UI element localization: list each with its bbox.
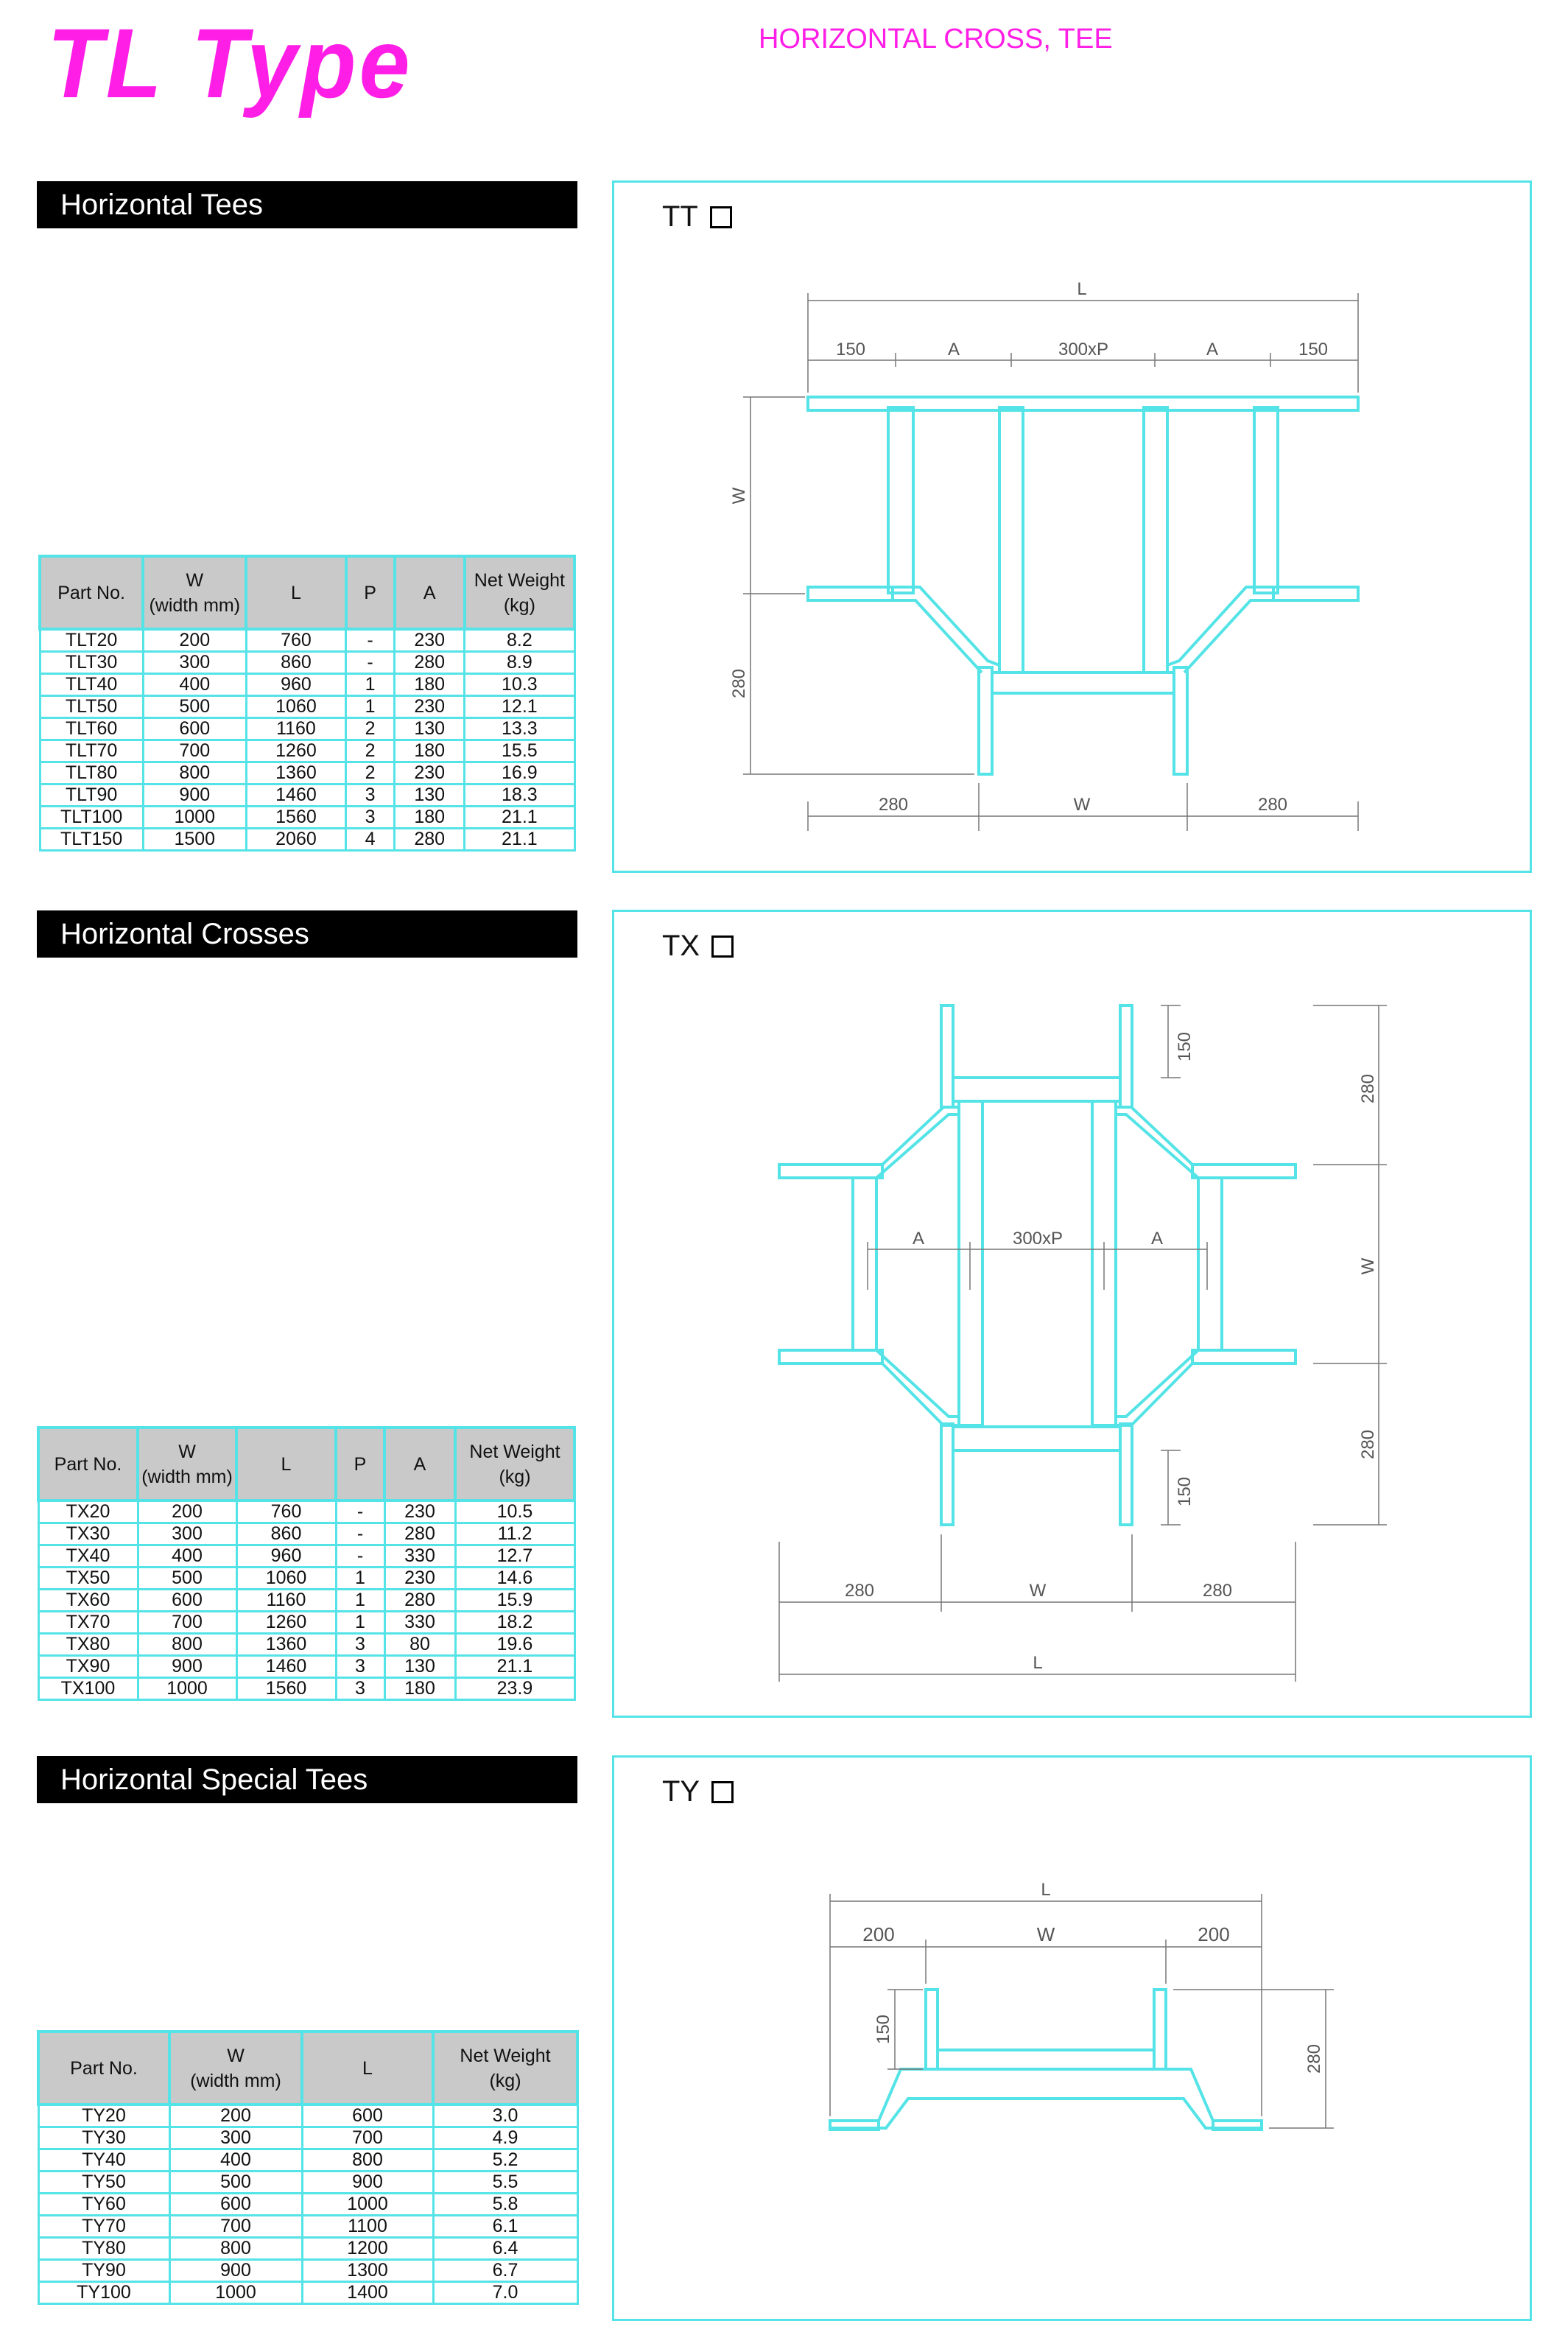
table-row	[38, 2194, 577, 2216]
table-cell: 180	[395, 674, 465, 696]
table-header-row	[38, 1428, 574, 1500]
table-cell: 1100	[302, 2216, 433, 2238]
section-heading-tees: Horizontal Tees	[37, 181, 577, 228]
table-cell: 1	[336, 1612, 384, 1634]
table-cell: 600	[169, 2194, 302, 2216]
table-cell: TX30	[38, 1523, 138, 1545]
column-header: Part No.	[40, 556, 143, 629]
table-cell: 2	[346, 740, 395, 762]
table-cell: 300	[143, 652, 246, 674]
table-cell: TY40	[38, 2149, 169, 2172]
table-cell: 1	[346, 674, 395, 696]
table-cell: 180	[395, 807, 465, 829]
table-cell: TX70	[38, 1612, 138, 1634]
tees-dim-280-side: 280	[729, 668, 749, 699]
table-row	[40, 674, 574, 696]
crosses-dim-150-top: 150	[1175, 1031, 1195, 1062]
table-cell: TY20	[38, 2104, 169, 2127]
table-cell: 1560	[236, 1678, 336, 1700]
table-row	[38, 1612, 574, 1634]
column-header: W (width mm)	[138, 1428, 236, 1500]
table-row	[38, 2238, 577, 2260]
special-tees-table	[37, 2030, 579, 2305]
tees-drawing	[614, 183, 1534, 875]
table-cell: 200	[169, 2104, 302, 2127]
table-cell: TLT90	[40, 784, 143, 807]
table-cell: 2	[346, 718, 395, 740]
table-cell: 1500	[143, 829, 246, 851]
table-cell: 3	[346, 807, 395, 829]
table-cell: 1460	[236, 1656, 336, 1678]
table-cell: 280	[395, 652, 465, 674]
table-row	[38, 1590, 574, 1612]
table-cell: 1300	[302, 2260, 433, 2282]
table-cell: 1000	[302, 2194, 433, 2216]
table-cell: 600	[138, 1590, 236, 1612]
table-cell: 3.0	[433, 2104, 577, 2127]
table-cell: TY70	[38, 2216, 169, 2238]
table-cell: 3	[336, 1634, 384, 1656]
table-row	[38, 2282, 577, 2304]
tees-dim-280-bottom-left: 280	[878, 795, 909, 815]
table-cell: TX20	[38, 1500, 138, 1523]
table-row	[38, 1634, 574, 1656]
table-cell: 15.9	[455, 1590, 574, 1612]
column-header: L	[302, 2032, 433, 2104]
table-cell: 1	[336, 1568, 384, 1590]
column-header: Net Weight (kg)	[465, 556, 574, 629]
table-cell: 280	[384, 1523, 455, 1545]
table-cell: 23.9	[455, 1678, 574, 1700]
table-cell: 1460	[246, 784, 345, 807]
table-cell: TX60	[38, 1590, 138, 1612]
table-cell: 16.9	[465, 762, 574, 784]
tees-dim-A-left: A	[947, 340, 960, 359]
column-header: P	[336, 1428, 384, 1500]
table-cell: 960	[246, 674, 345, 696]
table-cell: TY80	[38, 2238, 169, 2260]
table-cell: 860	[236, 1523, 336, 1545]
column-header: A	[395, 556, 465, 629]
table-cell: 18.3	[465, 784, 574, 807]
table-cell: 960	[236, 1545, 336, 1568]
table-cell: 400	[143, 674, 246, 696]
table-cell: 21.1	[465, 829, 574, 851]
table-cell: 900	[143, 784, 246, 807]
special-tees-drawing-panel	[612, 1755, 1532, 2321]
table-cell: 1000	[169, 2282, 302, 2304]
crosses-dim-L: L	[1033, 1653, 1043, 1673]
table-cell: 5.8	[433, 2194, 577, 2216]
table-cell: 3	[336, 1678, 384, 1700]
table-cell: 700	[302, 2127, 433, 2149]
table-cell: TLT60	[40, 718, 143, 740]
special-dim-W: W	[1036, 1923, 1055, 1945]
crosses-drawing	[614, 912, 1534, 1720]
table-cell: 21.1	[465, 807, 574, 829]
table-row	[40, 718, 574, 740]
table-cell: 200	[143, 629, 246, 652]
table-cell: 10.5	[455, 1500, 574, 1523]
table-cell: 760	[246, 629, 345, 652]
table-cell: 4.9	[433, 2127, 577, 2149]
table-cell: 8.2	[465, 629, 574, 652]
table-cell: 230	[384, 1500, 455, 1523]
table-cell: 1	[346, 696, 395, 718]
table-cell: TX40	[38, 1545, 138, 1568]
table-cell: 230	[395, 629, 465, 652]
table-cell: 800	[169, 2238, 302, 2260]
crosses-dim-A-left: A	[912, 1229, 925, 1249]
table-cell: TLT30	[40, 652, 143, 674]
page-subtitle: HORIZONTAL CROSS, TEE	[759, 24, 1113, 55]
table-cell: 5.2	[433, 2149, 577, 2172]
table-cell: TX90	[38, 1656, 138, 1678]
table-cell: 130	[384, 1656, 455, 1678]
crosses-dim-A-right: A	[1150, 1229, 1164, 1249]
table-cell: TY100	[38, 2282, 169, 2304]
table-cell: 7.0	[433, 2282, 577, 2304]
table-cell: TLT80	[40, 762, 143, 784]
table-row	[38, 2216, 577, 2238]
column-header: W (width mm)	[169, 2032, 302, 2104]
crosses-dim-280-right-top: 280	[1358, 1073, 1378, 1104]
crosses-drawing-panel	[612, 910, 1532, 1718]
special-tees-type-code: TY	[662, 1775, 700, 1808]
crosses-dim-pitch: 300xP	[1012, 1229, 1064, 1249]
table-cell: 860	[246, 652, 345, 674]
table-row	[40, 829, 574, 851]
tees-dim-150-right: 150	[1298, 340, 1329, 359]
table-row	[40, 807, 574, 829]
table-row	[40, 652, 574, 674]
table-cell: 200	[138, 1500, 236, 1523]
crosses-table	[37, 1426, 576, 1701]
table-cell: TLT40	[40, 674, 143, 696]
table-cell: 500	[143, 696, 246, 718]
tees-drawing-panel	[612, 180, 1532, 873]
table-cell: 300	[138, 1523, 236, 1545]
table-cell: 230	[395, 762, 465, 784]
table-row	[38, 1656, 574, 1678]
tees-dim-A-right: A	[1206, 340, 1219, 359]
table-cell: 600	[143, 718, 246, 740]
table-cell: TY90	[38, 2260, 169, 2282]
table-cell: 800	[143, 762, 246, 784]
table-row	[40, 762, 574, 784]
column-header: Part No.	[38, 2032, 169, 2104]
table-cell: 400	[169, 2149, 302, 2172]
table-row	[40, 740, 574, 762]
table-cell: 900	[169, 2260, 302, 2282]
special-dim-280: 280	[1304, 2043, 1324, 2074]
table-cell: 280	[384, 1590, 455, 1612]
table-cell: 21.1	[455, 1656, 574, 1678]
section-heading-special-tees: Horizontal Special Tees	[37, 1756, 577, 1803]
table-cell: 15.5	[465, 740, 574, 762]
table-cell: TLT70	[40, 740, 143, 762]
table-cell: TLT20	[40, 629, 143, 652]
table-row	[38, 2104, 577, 2127]
table-cell: 2	[346, 762, 395, 784]
table-row	[38, 2149, 577, 2172]
tees-dim-L: L	[1077, 279, 1087, 299]
special-dim-200-right: 200	[1198, 1923, 1230, 1945]
table-cell: 1260	[246, 740, 345, 762]
page-title: TL Type	[47, 9, 413, 119]
table-cell: 400	[138, 1545, 236, 1568]
table-cell: TY50	[38, 2172, 169, 2194]
special-dim-L: L	[1041, 1880, 1051, 1900]
table-cell: 280	[395, 829, 465, 851]
table-cell: 330	[384, 1612, 455, 1634]
table-cell: -	[346, 652, 395, 674]
table-cell: 1160	[236, 1590, 336, 1612]
crosses-dim-W-right: W	[1358, 1257, 1378, 1275]
table-row	[38, 1568, 574, 1590]
table-cell: 6.7	[433, 2260, 577, 2282]
table-cell: 19.6	[455, 1634, 574, 1656]
special-dim-200-left: 200	[862, 1923, 895, 1945]
table-cell: 18.2	[455, 1612, 574, 1634]
table-cell: 2060	[246, 829, 345, 851]
table-cell: 1060	[246, 696, 345, 718]
table-row	[38, 1678, 574, 1700]
table-cell: 1060	[236, 1568, 336, 1590]
table-cell: 10.3	[465, 674, 574, 696]
section-heading-crosses: Horizontal Crosses	[37, 910, 577, 958]
table-cell: -	[336, 1500, 384, 1523]
table-cell: 1260	[236, 1612, 336, 1634]
column-header: Net Weight (kg)	[455, 1428, 574, 1500]
column-header: W (width mm)	[143, 556, 246, 629]
table-cell: TLT150	[40, 829, 143, 851]
table-cell: 1200	[302, 2238, 433, 2260]
table-cell: TY60	[38, 2194, 169, 2216]
table-cell: -	[336, 1545, 384, 1568]
table-cell: 800	[138, 1634, 236, 1656]
table-cell: 3	[336, 1656, 384, 1678]
table-cell: 300	[169, 2127, 302, 2149]
table-cell: 13.3	[465, 718, 574, 740]
table-cell: 80	[384, 1634, 455, 1656]
crosses-dim-280-right-bottom: 280	[1358, 1429, 1378, 1460]
table-cell: TX100	[38, 1678, 138, 1700]
table-cell: 900	[138, 1656, 236, 1678]
table-cell: 760	[236, 1500, 336, 1523]
table-row	[38, 1545, 574, 1568]
crosses-dim-150-bottom: 150	[1175, 1476, 1195, 1507]
table-cell: 3	[346, 784, 395, 807]
table-cell: 130	[395, 718, 465, 740]
table-cell: 1360	[236, 1634, 336, 1656]
tees-dim-280-bottom-right: 280	[1257, 795, 1288, 815]
table-cell: 700	[169, 2216, 302, 2238]
table-cell: TY30	[38, 2127, 169, 2149]
tees-type-code: TT	[662, 200, 698, 233]
table-row	[38, 2172, 577, 2194]
table-row	[38, 2127, 577, 2149]
table-cell: 12.1	[465, 696, 574, 718]
table-cell: 12.7	[455, 1545, 574, 1568]
table-row	[40, 784, 574, 807]
table-cell: 11.2	[455, 1523, 574, 1545]
table-cell: 900	[302, 2172, 433, 2194]
table-row	[38, 2260, 577, 2282]
table-cell: 330	[384, 1545, 455, 1568]
special-tees-drawing	[614, 1758, 1534, 2323]
table-cell: 700	[138, 1612, 236, 1634]
special-dim-150: 150	[873, 2014, 893, 2045]
table-cell: 6.1	[433, 2216, 577, 2238]
tees-table	[38, 555, 576, 852]
table-cell: TLT50	[40, 696, 143, 718]
table-row	[40, 629, 574, 652]
table-cell: TX50	[38, 1568, 138, 1590]
table-cell: -	[336, 1523, 384, 1545]
table-cell: 180	[384, 1678, 455, 1700]
table-cell: 500	[138, 1568, 236, 1590]
table-cell: 1	[336, 1590, 384, 1612]
column-header: L	[246, 556, 345, 629]
table-row	[38, 1523, 574, 1545]
column-header: Part No.	[38, 1428, 138, 1500]
table-cell: -	[346, 629, 395, 652]
column-header: L	[236, 1428, 336, 1500]
column-header: P	[346, 556, 395, 629]
table-cell: 8.9	[465, 652, 574, 674]
tees-dim-W-side: W	[729, 487, 749, 505]
table-cell: 130	[395, 784, 465, 807]
table-header-row	[38, 2032, 577, 2104]
table-cell: 1360	[246, 762, 345, 784]
table-cell: 1000	[138, 1678, 236, 1700]
crosses-dim-280-bottom-right: 280	[1202, 1581, 1233, 1601]
crosses-type-code: TX	[662, 930, 700, 962]
table-cell: 180	[395, 740, 465, 762]
table-cell: 1400	[302, 2282, 433, 2304]
table-row	[38, 1500, 574, 1523]
table-header-row	[40, 556, 574, 629]
table-cell: 1560	[246, 807, 345, 829]
column-header: Net Weight (kg)	[433, 2032, 577, 2104]
table-cell: TX80	[38, 1634, 138, 1656]
tees-dim-W-bottom: W	[1073, 795, 1091, 815]
table-cell: 700	[143, 740, 246, 762]
table-row	[40, 696, 574, 718]
table-cell: 500	[169, 2172, 302, 2194]
table-cell: 800	[302, 2149, 433, 2172]
table-cell: 600	[302, 2104, 433, 2127]
tees-dim-150-left: 150	[835, 340, 866, 359]
column-header: A	[384, 1428, 455, 1500]
table-cell: 230	[384, 1568, 455, 1590]
crosses-dim-W-bottom: W	[1029, 1581, 1047, 1601]
table-cell: 4	[346, 829, 395, 851]
table-cell: 6.4	[433, 2238, 577, 2260]
table-cell: 1000	[143, 807, 246, 829]
table-cell: 1160	[246, 718, 345, 740]
table-cell: 230	[395, 696, 465, 718]
table-cell: TLT100	[40, 807, 143, 829]
table-cell: 14.6	[455, 1568, 574, 1590]
table-cell: 5.5	[433, 2172, 577, 2194]
crosses-dim-280-bottom-left: 280	[844, 1581, 875, 1601]
tees-dim-pitch: 300xP	[1058, 340, 1109, 359]
